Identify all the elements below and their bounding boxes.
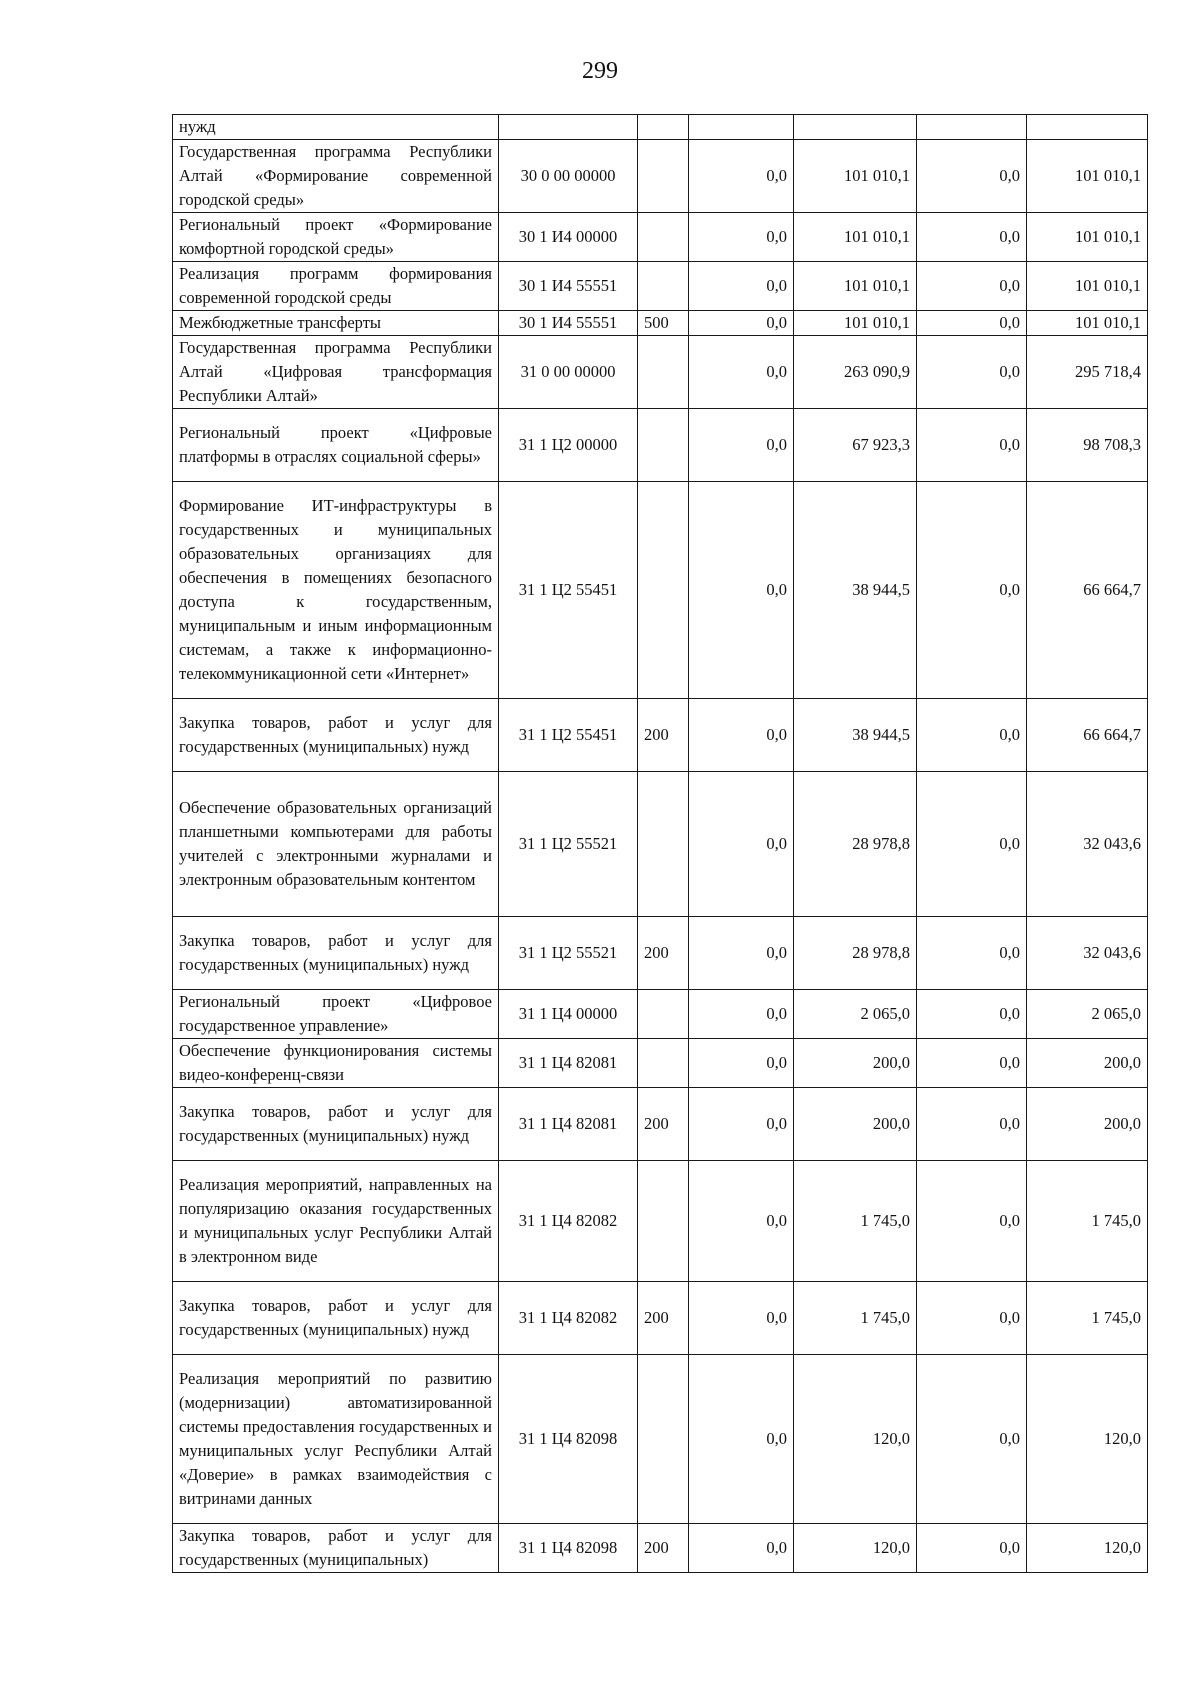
row-value-3-cell: 0,0	[917, 1524, 1027, 1573]
row-value-4-cell: 32 043,6	[1027, 917, 1148, 990]
row-code-cell: 31 1 Ц4 82098	[499, 1355, 638, 1524]
row-value-2-cell: 38 944,5	[794, 699, 917, 772]
row-value-2-cell: 101 010,1	[794, 213, 917, 262]
table-row	[173, 1524, 1148, 1573]
row-value-3-cell: 0,0	[917, 1355, 1027, 1524]
row-value-4-cell: 200,0	[1027, 1088, 1148, 1161]
row-code-cell: 30 0 00 00000	[499, 140, 638, 213]
row-value-4-cell: 101 010,1	[1027, 262, 1148, 311]
row-type-cell: 500	[638, 311, 689, 336]
table-row	[173, 140, 1148, 213]
row-type-cell	[638, 482, 689, 699]
row-type-cell: 200	[638, 1524, 689, 1573]
table-row	[173, 213, 1148, 262]
row-value-4-cell	[1027, 115, 1148, 140]
row-type-cell	[638, 115, 689, 140]
table-row	[173, 311, 1148, 336]
row-name-cell: Реализация мероприятий по развитию (модернизации) автоматизированной системы предоставления государственных и муниципальных услуг Республики Алтай «Доверие» в рамках взаимодействия с витринами данных	[173, 1355, 499, 1524]
row-value-1-cell: 0,0	[689, 140, 794, 213]
row-type-cell	[638, 409, 689, 482]
row-code-cell: 31 1 Ц4 82082	[499, 1282, 638, 1355]
row-value-1-cell: 0,0	[689, 917, 794, 990]
row-value-3-cell: 0,0	[917, 262, 1027, 311]
row-value-1-cell: 0,0	[689, 1161, 794, 1282]
row-type-cell: 200	[638, 699, 689, 772]
row-value-4-cell: 200,0	[1027, 1039, 1148, 1088]
row-value-4-cell: 101 010,1	[1027, 213, 1148, 262]
row-value-3-cell: 0,0	[917, 482, 1027, 699]
row-name-cell: Закупка товаров, работ и услуг для государственных (муниципальных) нужд	[173, 1088, 499, 1161]
row-code-cell: 31 1 Ц2 55451	[499, 482, 638, 699]
row-name-cell: Закупка товаров, работ и услуг для государственных (муниципальных)	[173, 1524, 499, 1573]
budget-table	[172, 114, 1148, 1573]
row-value-3-cell: 0,0	[917, 699, 1027, 772]
row-code-cell: 31 1 Ц2 55521	[499, 917, 638, 990]
row-value-4-cell: 101 010,1	[1027, 140, 1148, 213]
row-value-3-cell: 0,0	[917, 1088, 1027, 1161]
row-name-cell: Региональный проект «Цифровые платформы в отраслях социальной сферы»	[173, 409, 499, 482]
row-value-3-cell: 0,0	[917, 1282, 1027, 1355]
row-code-cell: 31 1 Ц4 82082	[499, 1161, 638, 1282]
row-value-3-cell: 0,0	[917, 311, 1027, 336]
table-row	[173, 1355, 1148, 1524]
row-code-cell: 31 1 Ц4 82081	[499, 1088, 638, 1161]
row-value-3-cell: 0,0	[917, 213, 1027, 262]
table-row	[173, 1161, 1148, 1282]
row-value-1-cell: 0,0	[689, 1088, 794, 1161]
row-name-cell: Формирование ИТ-инфраструктуры в государственных и муниципальных образовательных организациях для обеспечения в помещениях безопасного доступа к государственным, муниципальным и иным информационным системам, а также к информационно-телекоммуникационной сети «Интернет»	[173, 482, 499, 699]
row-value-1-cell: 0,0	[689, 772, 794, 917]
row-value-2-cell: 200,0	[794, 1088, 917, 1161]
row-name-cell: Реализация программ формирования современной городской среды	[173, 262, 499, 311]
row-name-cell: Реализация мероприятий, направленных на популяризацию оказания государственных и муниципальных услуг Республики Алтай в электронном виде	[173, 1161, 499, 1282]
row-name-cell: Закупка товаров, работ и услуг для государственных (муниципальных) нужд	[173, 699, 499, 772]
table-row	[173, 1039, 1148, 1088]
row-type-cell	[638, 262, 689, 311]
row-code-cell	[499, 115, 638, 140]
row-value-3-cell: 0,0	[917, 140, 1027, 213]
row-value-2-cell: 120,0	[794, 1524, 917, 1573]
row-type-cell	[638, 990, 689, 1039]
table-row	[173, 409, 1148, 482]
row-value-3-cell: 0,0	[917, 1039, 1027, 1088]
budget-table-body	[173, 115, 1148, 1573]
row-type-cell	[638, 1355, 689, 1524]
row-value-1-cell: 0,0	[689, 1282, 794, 1355]
row-value-3-cell: 0,0	[917, 917, 1027, 990]
row-value-4-cell: 120,0	[1027, 1355, 1148, 1524]
row-value-2-cell: 2 065,0	[794, 990, 917, 1039]
row-type-cell	[638, 1039, 689, 1088]
row-value-1-cell	[689, 115, 794, 140]
row-code-cell: 31 1 Ц2 55521	[499, 772, 638, 917]
row-value-4-cell: 1 745,0	[1027, 1161, 1148, 1282]
row-value-4-cell: 2 065,0	[1027, 990, 1148, 1039]
row-value-3-cell	[917, 115, 1027, 140]
row-name-cell: нужд	[173, 115, 499, 140]
row-value-3-cell: 0,0	[917, 772, 1027, 917]
row-name-cell: Государственная программа Республики Алтай «Цифровая трансформация Республики Алтай»	[173, 336, 499, 409]
row-name-cell: Государственная программа Республики Алтай «Формирование современной городской среды»	[173, 140, 499, 213]
row-type-cell	[638, 336, 689, 409]
table-row	[173, 262, 1148, 311]
row-type-cell: 200	[638, 1282, 689, 1355]
row-value-2-cell: 1 745,0	[794, 1161, 917, 1282]
row-value-1-cell: 0,0	[689, 482, 794, 699]
row-value-2-cell: 67 923,3	[794, 409, 917, 482]
row-code-cell: 31 1 Ц2 55451	[499, 699, 638, 772]
row-value-2-cell: 28 978,8	[794, 917, 917, 990]
row-type-cell	[638, 1161, 689, 1282]
row-value-1-cell: 0,0	[689, 1524, 794, 1573]
row-value-2-cell: 28 978,8	[794, 772, 917, 917]
row-value-4-cell: 66 664,7	[1027, 699, 1148, 772]
row-name-cell: Региональный проект «Формирование комфортной городской среды»	[173, 213, 499, 262]
row-name-cell: Региональный проект «Цифровое государственное управление»	[173, 990, 499, 1039]
row-value-2-cell	[794, 115, 917, 140]
row-value-3-cell: 0,0	[917, 409, 1027, 482]
row-value-1-cell: 0,0	[689, 699, 794, 772]
row-value-2-cell: 101 010,1	[794, 311, 917, 336]
table-row	[173, 772, 1148, 917]
row-name-cell: Закупка товаров, работ и услуг для государственных (муниципальных) нужд	[173, 917, 499, 990]
row-value-2-cell: 120,0	[794, 1355, 917, 1524]
row-name-cell: Обеспечение образовательных организаций планшетными компьютерами для работы учителей с электронными журналами и электронным образовательным контентом	[173, 772, 499, 917]
row-value-4-cell: 66 664,7	[1027, 482, 1148, 699]
table-row	[173, 336, 1148, 409]
row-value-3-cell: 0,0	[917, 336, 1027, 409]
row-type-cell	[638, 772, 689, 917]
table-row	[173, 1088, 1148, 1161]
row-code-cell: 30 1 И4 55551	[499, 262, 638, 311]
table-row	[173, 482, 1148, 699]
page-number: 299	[582, 58, 618, 84]
table-row	[173, 699, 1148, 772]
row-value-2-cell: 1 745,0	[794, 1282, 917, 1355]
row-value-1-cell: 0,0	[689, 311, 794, 336]
row-value-1-cell: 0,0	[689, 1039, 794, 1088]
row-value-1-cell: 0,0	[689, 1355, 794, 1524]
row-type-cell	[638, 213, 689, 262]
row-name-cell: Межбюджетные трансферты	[173, 311, 499, 336]
row-value-4-cell: 1 745,0	[1027, 1282, 1148, 1355]
row-name-cell: Закупка товаров, работ и услуг для государственных (муниципальных) нужд	[173, 1282, 499, 1355]
table-row	[173, 1282, 1148, 1355]
row-value-2-cell: 200,0	[794, 1039, 917, 1088]
row-code-cell: 30 1 И4 00000	[499, 213, 638, 262]
row-code-cell: 31 1 Ц4 82081	[499, 1039, 638, 1088]
table-row	[173, 917, 1148, 990]
row-type-cell: 200	[638, 917, 689, 990]
row-value-4-cell: 98 708,3	[1027, 409, 1148, 482]
row-code-cell: 30 1 И4 55551	[499, 311, 638, 336]
row-code-cell: 31 1 Ц4 82098	[499, 1524, 638, 1573]
table-row	[173, 115, 1148, 140]
row-value-1-cell: 0,0	[689, 262, 794, 311]
row-value-2-cell: 101 010,1	[794, 140, 917, 213]
row-value-2-cell: 263 090,9	[794, 336, 917, 409]
row-value-1-cell: 0,0	[689, 990, 794, 1039]
row-value-1-cell: 0,0	[689, 409, 794, 482]
row-code-cell: 31 0 00 00000	[499, 336, 638, 409]
row-value-3-cell: 0,0	[917, 990, 1027, 1039]
table-row	[173, 990, 1148, 1039]
row-value-4-cell: 120,0	[1027, 1524, 1148, 1573]
row-code-cell: 31 1 Ц2 00000	[499, 409, 638, 482]
row-value-1-cell: 0,0	[689, 336, 794, 409]
row-value-1-cell: 0,0	[689, 213, 794, 262]
row-value-3-cell: 0,0	[917, 1161, 1027, 1282]
row-value-4-cell: 32 043,6	[1027, 772, 1148, 917]
row-name-cell: Обеспечение функционирования системы видео-конференц-связи	[173, 1039, 499, 1088]
row-value-4-cell: 101 010,1	[1027, 311, 1148, 336]
row-value-2-cell: 38 944,5	[794, 482, 917, 699]
row-value-2-cell: 101 010,1	[794, 262, 917, 311]
row-type-cell	[638, 140, 689, 213]
row-code-cell: 31 1 Ц4 00000	[499, 990, 638, 1039]
row-type-cell: 200	[638, 1088, 689, 1161]
row-value-4-cell: 295 718,4	[1027, 336, 1148, 409]
